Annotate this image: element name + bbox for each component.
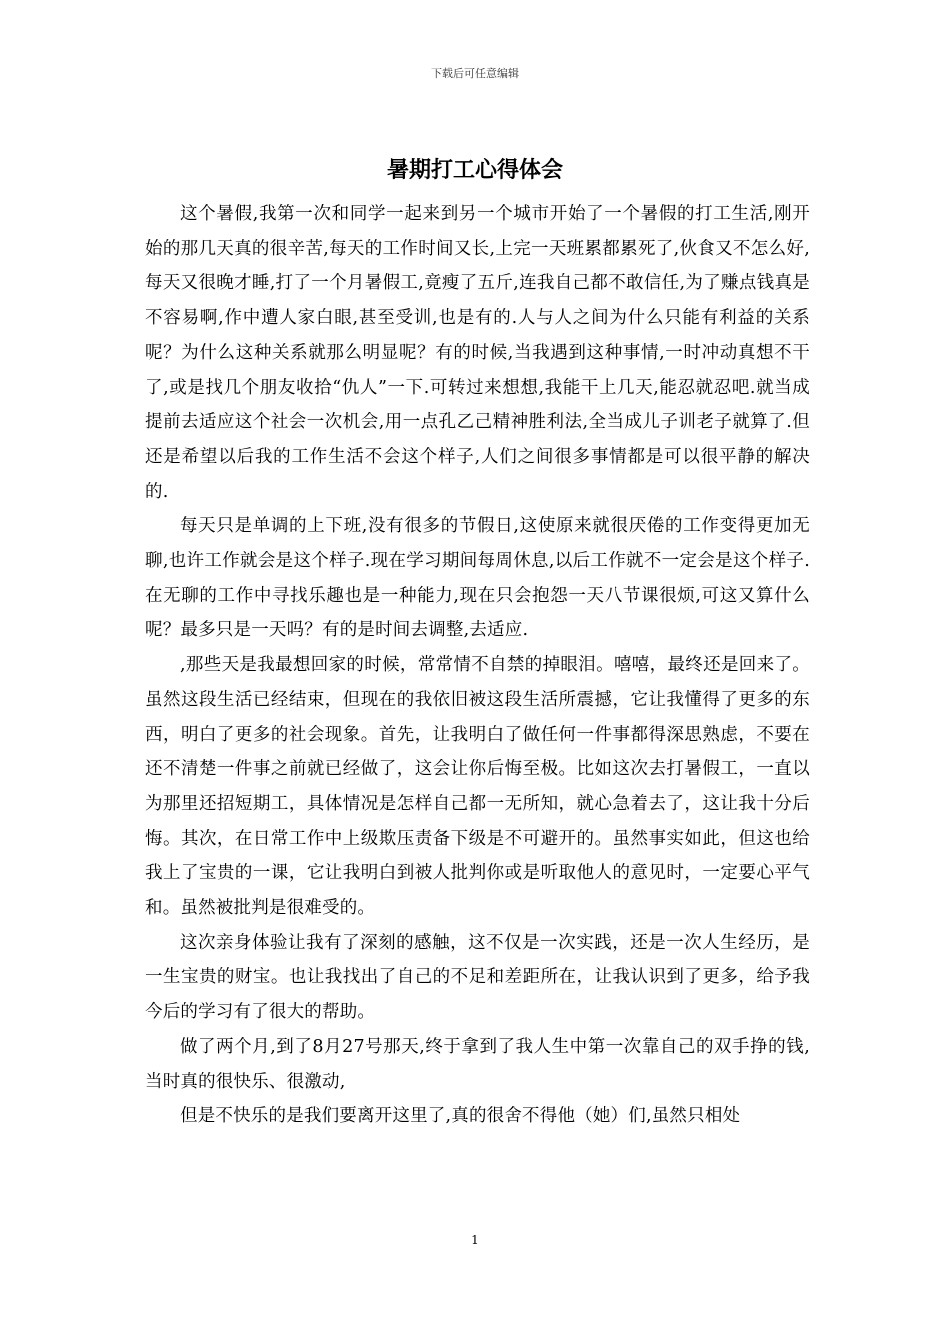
page-header-note: 下载后可任意编辑: [431, 67, 519, 80]
paragraph: 每天只是单调的上下班,没有很多的节假日,这使原来就很厌倦的工作变得更加无聊,也许工作就会是这个样子.现在学习期间每周休息,以后工作就不一定会是这个样子.在无聊的工作中寻找乐趣也是一种能力,现在只会抱怨一天八节课很烦,可这又算什么呢？最多只是一天吗？有的是时间去调整,去适应.: [145, 516, 810, 641]
paragraph: 这次亲身体验让我有了深刻的感触，这不仅是一次实践，还是一次人生经历，是一生宝贵的财宝。也让我找出了自己的不足和差距所在，让我认识到了更多，给予我今后的学习有了很大的帮助。: [145, 932, 810, 1023]
document-body: [145, 197, 810, 1134]
page-number: 1: [471, 1233, 479, 1247]
document-title: 暑期打工心得体会: [386, 157, 563, 183]
paragraph: 做了两个月,到了8月27号那天,终于拿到了我人生中第一次靠自己的双手挣的钱,当时真的很快乐、很激动,: [145, 1036, 810, 1092]
paragraph: 但是不快乐的是我们要离开这里了,真的很舍不得他（她）们,虽然只相处: [180, 1106, 741, 1127]
paragraph: 这个暑假,我第一次和同学一起来到另一个城市开始了一个暑假的打工生活,刚开始的那几天真的很辛苦,每天的工作时间又长,上完一天班累都累死了,伙食又不怎么好,每天又很晚才睡,打了一个月暑假工,竟瘦了五斤,连我自己都不敢信任,为了赚点钱真是不容易啊,作中遭人家白眼,甚至受训,也是有的.人与人之间为什么只能有利益的关系呢？为什么这种关系就那么明显呢？有的时候,当我遇到这种事情,一时冲动真想不干了,或是找几个朋友收拾“仇人”一下.可转过来想想,我能干上几天,能忍就忍吧.就当成提前去适应这个社会一次机会,用一点孔乙己精神胜利法,全当成儿子训老子就算了.但还是希望以后我的工作生活不会这个样子,人们之间很多事情都是可以很平静的解决的.: [145, 204, 810, 502]
paragraph: ,那些天是我最想回家的时候，常常情不自禁的掉眼泪。嘻嘻，最终还是回来了。虽然这段生活已经结束，但现在的我依旧被这段生活所震撼，它让我懂得了更多的东西，明白了更多的社会现象。首先，让我明白了做任何一件事都得深思熟虑，不要在还不清楚一件事之前就已经做了，这会让你后悔至极。比如这次去打暑假工，一直以为那里还招短期工，具体情况是怎样自己都一无所知，就心急着去了，这让我十分后悔。其次，在日常工作中上级欺压责备下级是不可避开的。虽然事实如此，但这也给我上了宝贵的一课，它让我明白到被人批判你或是听取他人的意见时，一定要心平气和。虽然被批判是很难受的。: [145, 655, 810, 919]
